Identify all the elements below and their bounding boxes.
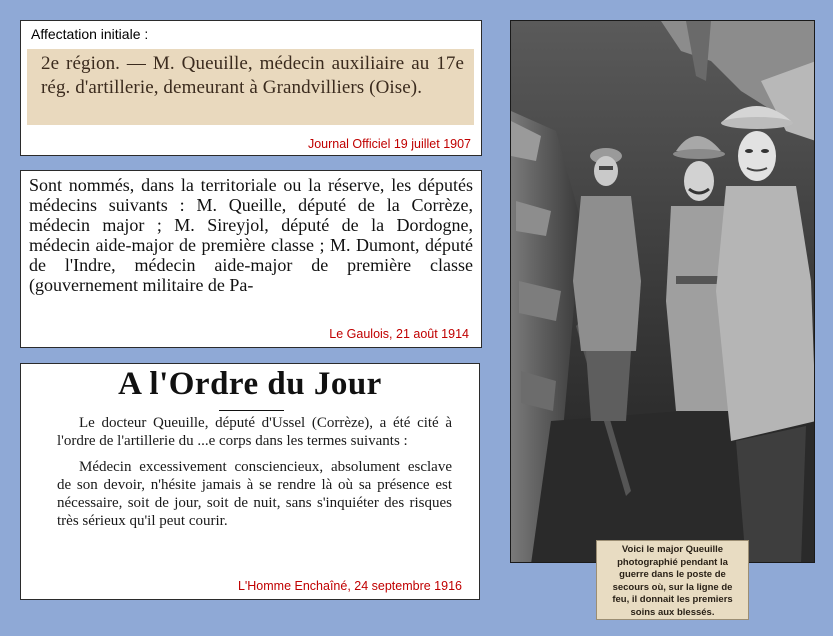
source-caption: Journal Officiel 19 juillet 1907 — [307, 137, 471, 151]
clipping-title: A l'Ordre du Jour — [118, 366, 382, 402]
source-caption: Le Gaulois, 21 août 1914 — [329, 327, 469, 341]
panel-journal-officiel — [20, 20, 482, 156]
panel-homme-enchaine — [20, 363, 480, 600]
newspaper-clipping — [29, 175, 473, 295]
clipping-paragraph: Médecin excessivement consciencieux, absolument esclave de son devoir, n'hésite jamais à se rendre là où sa présence est nécessaire, soit de jour, soit de nuit, sans s'inquiéter des risques très sérieux qu'il peut courir. — [57, 459, 452, 529]
trench-photograph — [510, 20, 815, 563]
photo-caption: Voici le major Queuille photographié pendant la guerre dans le poste de secours où, sur la ligne de feu, il donnait les premiers soins aux blessés. — [596, 540, 749, 620]
panel-le-gaulois — [20, 170, 482, 348]
clipping-text: Sont nommés, dans la territoriale ou la réserve, les députés médecins suivants : M. Queille, député de la Corrèze, médecin major ; M. Sireyjol, député de la Dordogne, médecin aide-major de première classe ; M. Dumont, député de l'Indre, médecin aide-major de première classe (gouvernement militaire de Pa- — [29, 175, 473, 295]
source-caption: L'Homme Enchaîné, 24 septembre 1916 — [237, 579, 462, 593]
panel-heading: Affectation initiale : — [31, 26, 149, 42]
clipping-body — [57, 414, 452, 530]
title-rule — [219, 410, 284, 411]
newspaper-clipping: 2e région. — M. Queuille, médecin auxiliaire au 17e rég. d'artillerie, demeurant à Grandvilliers (Oise). — [27, 49, 474, 125]
clipping-paragraph: Le docteur Queuille, député d'Ussel (Corrèze), a été cité à l'ordre de l'artillerie du ...e corps dans les termes suivants : — [57, 415, 452, 449]
